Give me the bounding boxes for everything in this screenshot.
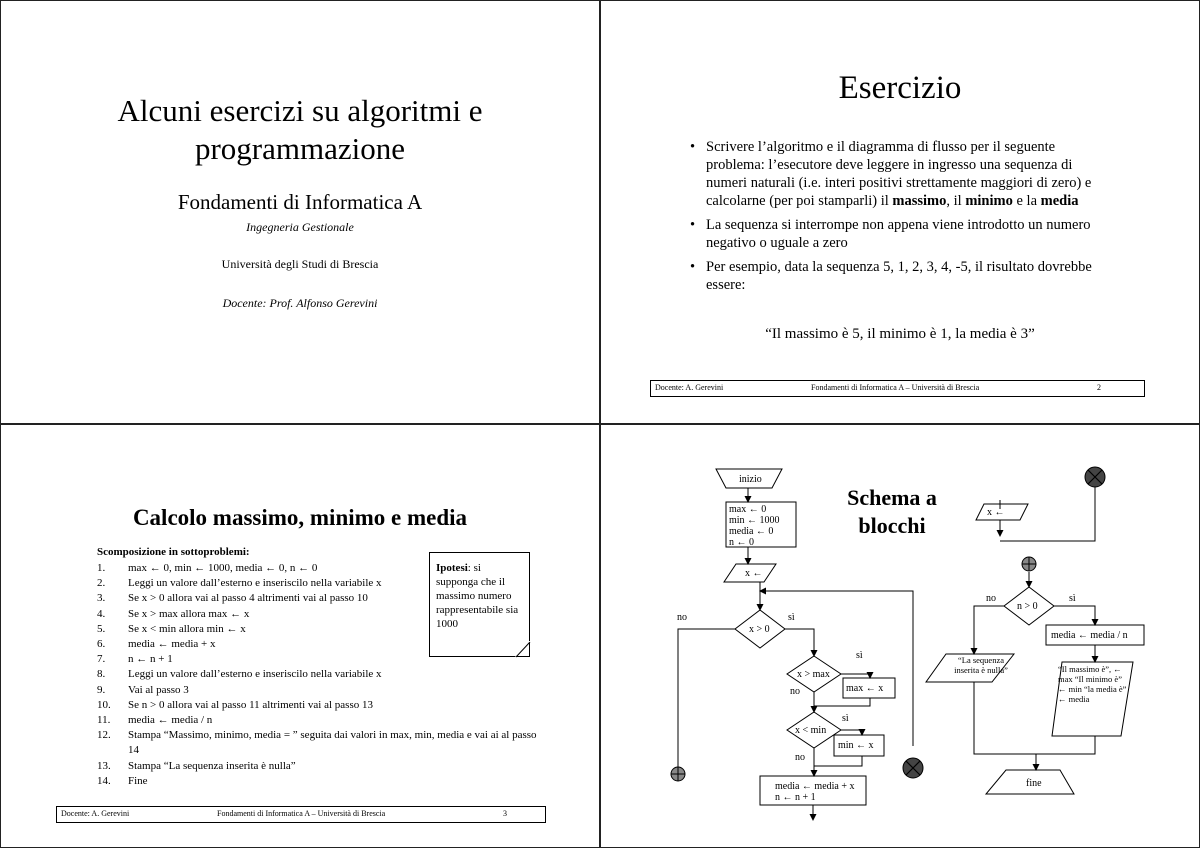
slide2-title: Esercizio (838, 70, 962, 106)
step-text: max ← 0, min ← 1000, media ← 0, n ← 0 (128, 562, 318, 574)
note-fold-icon (515, 641, 531, 658)
slide1-university: Università degli Studi di Brescia (221, 257, 379, 271)
fc-yes-4: sì (1069, 593, 1076, 604)
step-item (97, 698, 537, 713)
step-number: 12. (97, 729, 111, 742)
step-number: 14. (97, 774, 111, 787)
step-text: Leggi un valore dall’esterno e inseriscilo nella variabile x (128, 577, 382, 590)
slide3-title: Calcolo massimo, minimo e media (132, 505, 468, 530)
fc-end-label: fine (1026, 778, 1042, 789)
fc-init-label (729, 504, 780, 548)
step-text: media ← media + x (128, 638, 216, 651)
slide2-footer-page: 2 (1097, 383, 1101, 392)
fc-cond-min-label: x < min (795, 725, 827, 736)
fc-yes-3: sì (842, 713, 849, 724)
slide3-footer-left: Docente: A. Gerevini (61, 809, 130, 818)
bullet1-media: media (1040, 193, 1079, 209)
note-bold: Ipotesi (436, 562, 468, 574)
step-number: 8. (97, 668, 106, 681)
fc-div-label: media ← media / n (1051, 630, 1128, 641)
fc-yes-2: sì (856, 650, 863, 661)
step-item (97, 667, 537, 682)
fc-cond-max-label: x > max (797, 669, 830, 680)
slide1-subtitle: Ingegneria Gestionale (246, 220, 354, 234)
fc-read-x-label: x ← (745, 568, 763, 579)
fc-update-line1: media ← media + x (775, 781, 855, 792)
fc-print-result-label: “Il massimo è”, ← max “Il minimo è” ← min “la media è” ← media (1058, 664, 1127, 704)
step-text: Se x > max allora max ← x (128, 607, 250, 620)
slide1-title-line2: programmazione (194, 131, 406, 166)
step-number: 3. (97, 592, 106, 605)
bullet1-text-a: Scrivere l’algoritmo e il diagramma di flusso per il seguente problema: l’esecutore deve leggere in ingresso una sequenza di numeri naturali (i.e. interi positivi strettamente maggiori di zero) e calcolarne (per poi stamparli) il (706, 139, 1092, 209)
step-text: Se x < min allora min ← x (128, 622, 246, 635)
fc-cond-x-label: x > 0 (749, 624, 770, 635)
step-text: Se x > 0 allora vai al passo 4 altrimenti vai al passo 10 (128, 592, 368, 605)
slide2-footer (650, 380, 1145, 397)
step-text: Fine (128, 774, 148, 787)
slide3-footer-page: 3 (503, 809, 507, 818)
fc-yes-1: sì (788, 612, 795, 623)
fc-read-x2-label: x ← (987, 507, 1005, 518)
fc-update-line2: n ← n + 1 (775, 792, 816, 803)
fc-update-label (775, 781, 875, 803)
slide2-bullet-1 (688, 138, 1108, 210)
slide3-footer (56, 806, 546, 823)
step-number: 5. (97, 622, 106, 635)
fc-cond-n-label: n > 0 (1017, 601, 1038, 612)
step-number: 1. (97, 562, 106, 574)
step-number: 11. (97, 714, 111, 727)
step-number: 6. (97, 638, 106, 651)
slide1-lecturer: Docente: Prof. Alfonso Gerevini (222, 296, 378, 310)
note-text: : si supponga che il massimo numero rappresentabile sia 1000 (436, 562, 519, 630)
slide1-title-line1: Alcuni esercizi su algoritmi e (117, 93, 483, 128)
step-number: 13. (97, 759, 111, 772)
slide4-title (812, 484, 972, 540)
bullet1-min: minimo (965, 193, 1013, 209)
fc-assign-min-label: min ← x (838, 740, 874, 751)
init-line: max ← 0 (729, 504, 767, 515)
slide4-title-line2: blocchi (858, 513, 926, 538)
slide1-course: Fondamenti di Informatica A (177, 190, 423, 214)
fc-no-3: no (795, 752, 805, 763)
init-line: min ← 1000 (729, 515, 780, 526)
step-text: Vai al passo 3 (128, 683, 189, 696)
init-line: n ← 0 (729, 537, 754, 548)
step-number: 9. (97, 683, 106, 696)
step-item (97, 728, 537, 758)
step-number: 7. (97, 653, 106, 666)
slide3-heading: Scomposizione in sottoproblemi: (97, 546, 250, 558)
bullet1-max: massimo (892, 193, 947, 209)
slide2-bullets (688, 138, 1108, 300)
bullet1-text-b: , il (946, 193, 966, 209)
slide2-bullet-3: • Per esempio, data la sequenza 5, 1, 2, 3, 4, -5, il risultato dovrebbe essere: (688, 258, 1108, 294)
slide1-title (0, 92, 600, 168)
step-number: 10. (97, 698, 111, 711)
fc-print-null-label: “La sequenza inserita è nulla” (954, 655, 1008, 675)
step-text: Leggi un valore dall’esterno e inseriscilo nella variabile x (128, 668, 382, 681)
fc-no-2: no (790, 686, 800, 697)
step-item (97, 713, 537, 728)
slide3-footer-center: Fondamenti di Informatica A – Università di Brescia (217, 809, 386, 818)
init-line: media ← 0 (729, 526, 774, 537)
slide2-footer-center: Fondamenti di Informatica A – Università di Brescia (811, 383, 980, 392)
step-text: Se n > 0 allora vai al passo 11 altrimenti vai al passo 13 (128, 698, 373, 711)
step-item (97, 774, 537, 789)
bullet1-text-c: e la (1012, 193, 1041, 209)
step-item (97, 759, 537, 774)
step-item (97, 683, 537, 698)
fc-start-label: inizio (739, 474, 762, 485)
slide4-title-line1: Schema a (847, 485, 937, 510)
step-text: n ← n + 1 (128, 653, 173, 666)
step-text: media ← media / n (128, 714, 213, 727)
slide2-quote: “Il massimo è 5, il minimo è 1, la media è 3” (765, 326, 1035, 342)
step-text: Stampa “Massimo, minimo, media = ” seguita dai valori in max, min, media e vai ai al passo 14 (128, 729, 537, 757)
fc-no-4: no (986, 593, 996, 604)
step-text: Stampa “La sequenza inserita è nulla” (128, 759, 296, 772)
step-number: 2. (97, 577, 106, 590)
step-number: 4. (97, 607, 106, 620)
fc-assign-max-label: max ← x (846, 683, 884, 694)
fc-no-1: no (677, 612, 687, 623)
slide2-bullet-2: • La sequenza si interrompe non appena viene introdotto un numero negativo o uguale a zero (688, 216, 1108, 252)
slide2-footer-left: Docente: A. Gerevini (655, 383, 724, 392)
